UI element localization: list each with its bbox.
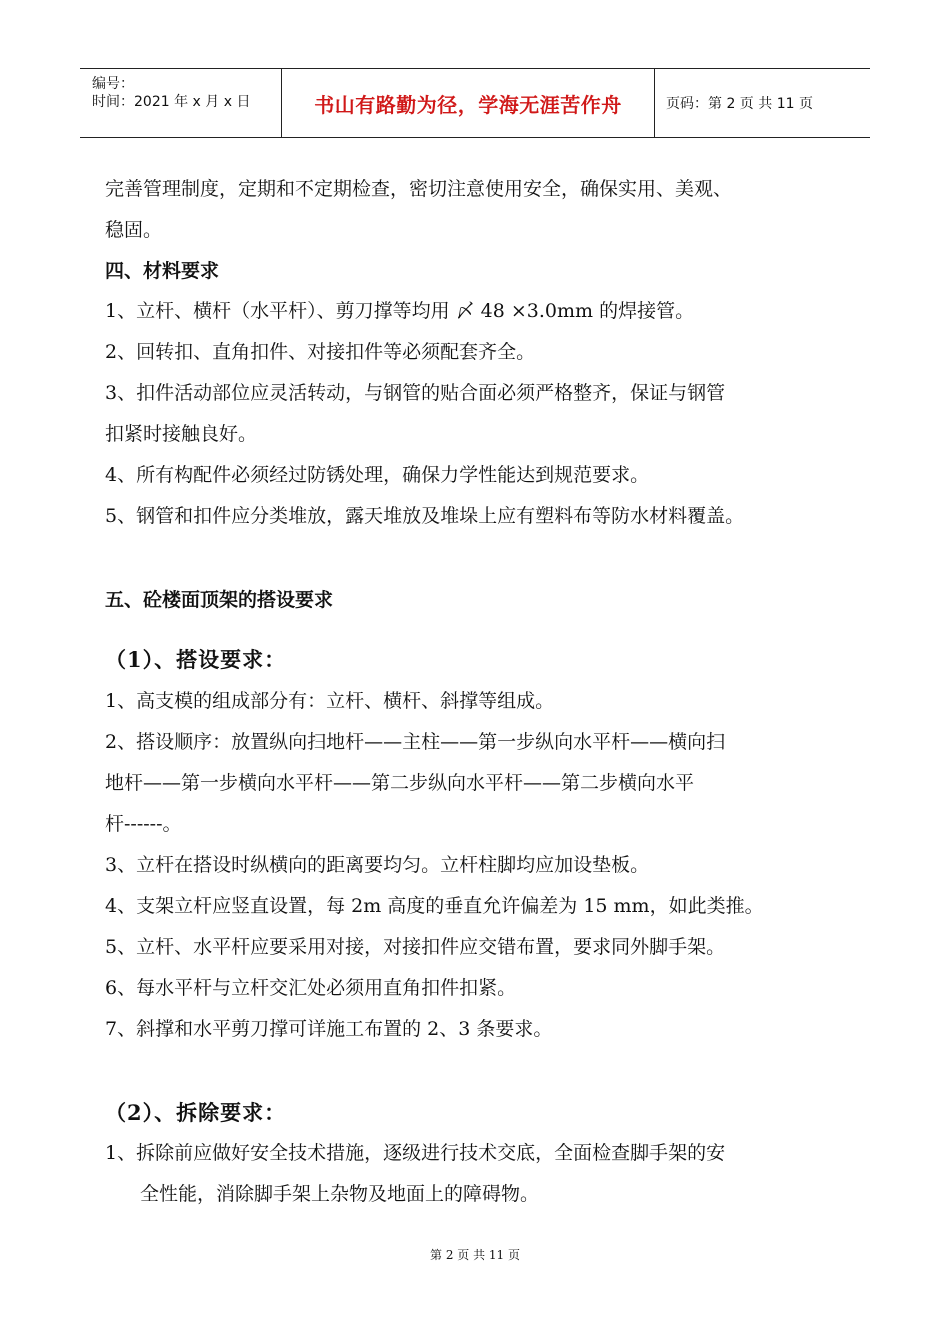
list-item: 4、支架立杆应竖直设置，每 2m 高度的垂直允许偏差为 15 mm，如此类推。: [105, 895, 764, 917]
subsection-heading-removal: （2）、拆除要求：: [105, 1100, 287, 1125]
list-item: 1、立杆、横杆（水平杆）、剪刀撑等均用 〆 48 ×3.0mm 的焊接管。: [105, 300, 695, 322]
section-heading-erection: 五、砼楼面顶架的搭设要求: [105, 589, 334, 611]
list-item: 1、拆除前应做好安全技术措施，逐级进行技术交底，全面检查脚手架的安: [105, 1142, 726, 1164]
header-motto-cell: [281, 69, 655, 137]
list-item: 2、回转扣、直角扣件、对接扣件等必须配套齐全。: [105, 341, 536, 363]
list-item: 3、扣件活动部位应灵活转动，与钢管的贴合面必须严格整齐，保证与钢管: [105, 382, 726, 404]
number-label: 编号：: [92, 76, 134, 92]
list-item: 5、立杆、水平杆应要采用对接，对接扣件应交错布置，要求同外脚手架。: [105, 936, 726, 958]
list-item: 2、搭设顺序：放置纵向扫地杆——主柱——第一步纵向水平杆——横向扫: [105, 731, 726, 753]
time-label: 时间：2021 年 x 月 x 日: [92, 94, 251, 110]
section-heading-materials: 四、材料要求: [105, 260, 220, 282]
list-item: 7、斜撑和水平剪刀撑可详施工布置的 2、3 条要求。: [105, 1018, 553, 1040]
header-info-cell: [80, 69, 280, 137]
list-item-continuation: 地杆——第一步横向水平杆——第二步纵向水平杆——第二步横向水平: [105, 772, 695, 794]
list-item-continuation: 扣紧时接触良好。: [105, 423, 258, 445]
paragraph-line: 完善管理制度，定期和不定期检查，密切注意使用安全，确保实用、美观、: [105, 178, 733, 200]
page-label: 页码：第 2 页 共 11 页: [666, 96, 813, 112]
page-footer: 第 2 页 共 11 页: [430, 1248, 520, 1262]
list-item: 5、钢管和扣件应分类堆放，露天堆放及堆垛上应有塑料布等防水材料覆盖。: [105, 505, 745, 527]
header-table: [80, 68, 870, 138]
list-item-continuation: 全性能，消除脚手架上杂物及地面上的障碍物。: [140, 1183, 540, 1205]
list-item-continuation: 杆------。: [105, 813, 182, 835]
list-item: 4、所有构配件必须经过防锈处理，确保力学性能达到规范要求。: [105, 464, 650, 486]
motto-text: 书山有路勤为径，学海无涯苦作舟: [314, 92, 622, 117]
subsection-heading-erection: （1）、搭设要求：: [105, 647, 287, 672]
list-item: 6、每水平杆与立杆交汇处必须用直角扣件扣紧。: [105, 977, 517, 999]
list-item: 3、立杆在搭设时纵横向的距离要均匀。立杆柱脚均应加设垫板。: [105, 854, 650, 876]
paragraph-line: 稳固。: [105, 219, 163, 241]
list-item: 1、高支模的组成部分有：立杆、横杆、斜撑等组成。: [105, 690, 555, 712]
